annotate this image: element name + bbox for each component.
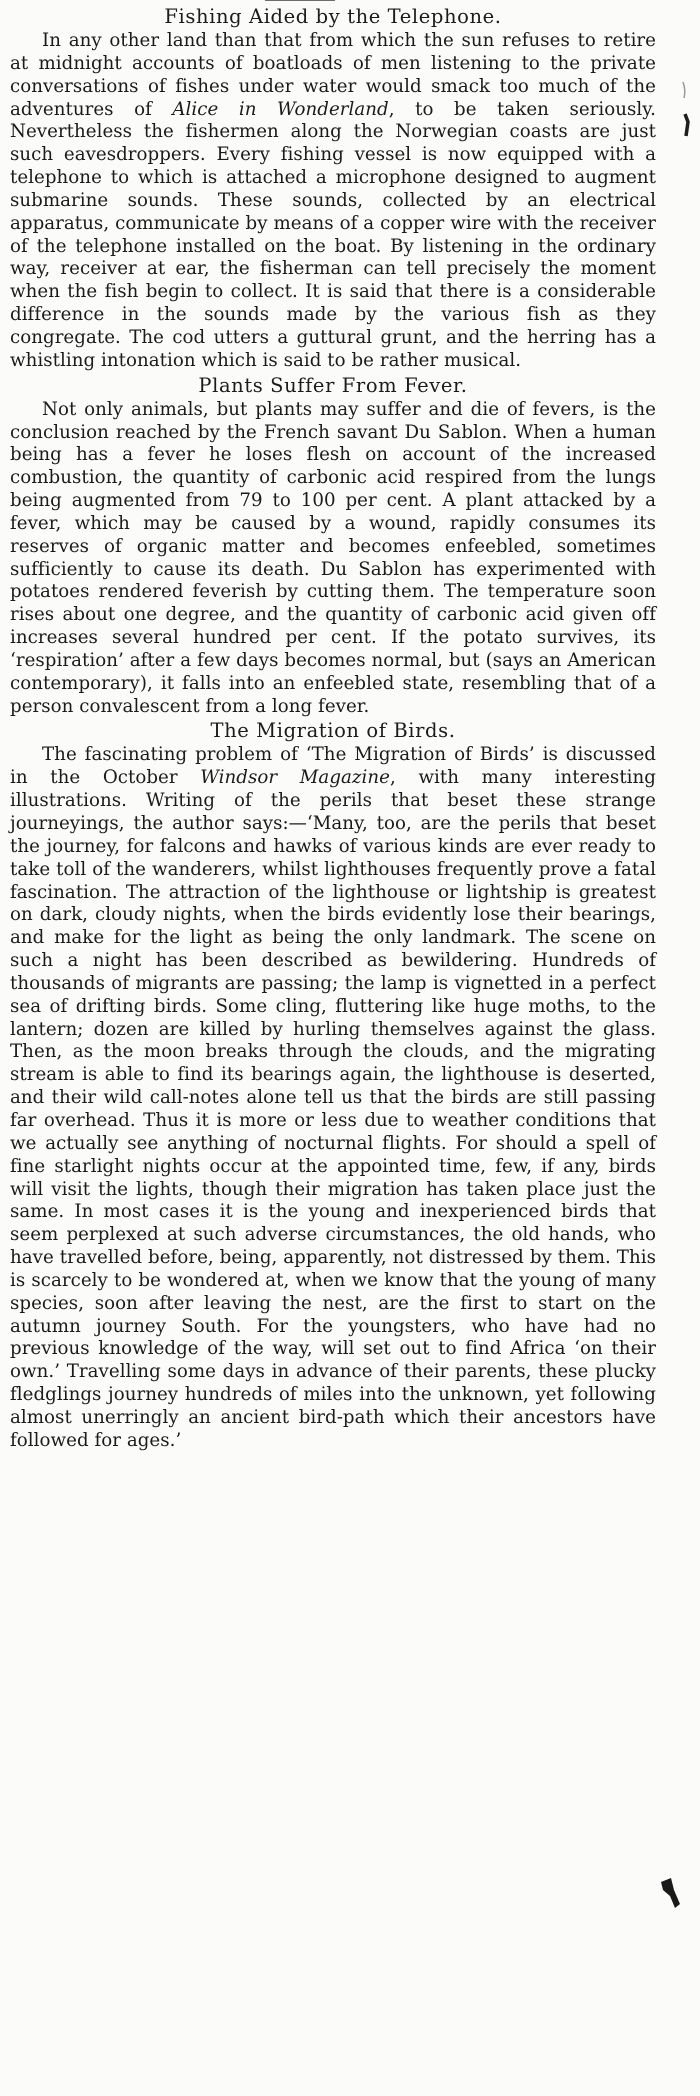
article-plants-fever bbox=[10, 373, 656, 719]
article-body bbox=[10, 744, 656, 1452]
margin-blemish-icon bbox=[658, 1874, 686, 1914]
article-column bbox=[10, 4, 656, 1453]
book-title: Alice in Wonderland bbox=[172, 98, 389, 120]
article-body bbox=[10, 30, 656, 373]
margin-blemish-icon bbox=[677, 78, 693, 140]
article-text: In any other land than that from which the sun refuses to retire at midnight accounts of boatloads of men listening to the private conversations of fishes under water would smack too much of the adventures of bbox=[10, 30, 656, 120]
article-text: , with many interesting illustrations. Writing of the perils that beset these strange journeyings, the author says:—‘Many, too, are the perils that beset the journey, for falcons and hawks of various kinds are ever ready to take toll of the wanderers, whilst lighthouses frequently prove a fatal fascination. The attraction of the lighthouse or lightship is greatest on dark, cloudy nights, when the birds evidently lose their bearings, and make for the light as being the only landmark. The scene on such a night has been described as bewildering. Hundreds of thousands of migrants are passing; the lamp is vignetted in a perfect sea of drifting birds. Some cling, fluttering like huge moths, to the lantern; dozen are killed by hurling themselves against the glass. Then, as the moon breaks through the clouds, and the migrating stream is able to find its bearings again, the lighthouse is deserted, and their wild call-notes alone tell us that the birds are still passing far overhead. Thus it is more or less due to weather conditions that we actually see anything of nocturnal flights. For should a spell of fine starlight nights occur at the appointed time, few, if any, birds will visit the lights, though their migration has taken place just the same. In most cases it is the young and inexperienced birds that seem perplexed at such adverse circumstances, the old hands, who have travelled before, being, apparently, not distressed by them. This is scarcely to be wondered at, when we know that the young of many species, soon after leaving the nest, are the first to start on the autumn journey South. For the youngsters, who have had no previous knowledge of the way, will set out to find Africa ‘on their own.’ Travelling some days in advance of their parents, these plucky fledglings journey hundreds of miles into the unknown, yet following almost unerringly an ancient bird-path which their ancestors have followed for ages.’ bbox=[10, 767, 656, 1451]
article-body: Not only animals, but plants may suffer and die of fevers, is the conclusion reached by the French savant Du Sablon. When a human being has a fever he loses flesh on account of the increased combustion, the quantity of carbonic acid respired from the lungs being augmented from 79 to 100 per cent. A plant attacked by a fever, which may be caused by a wound, rapidly consumes its reserves of organic matter and becomes enfeebled, sometimes sufficiently to cause its death. Du Sablon has experimented with potatoes rendered feverish by cutting them. The temperature soon rises about one degree, and the quantity of carbonic acid given off increases several hundred per cent. If the potato survives, its ‘respiration’ after a few days becomes normal, but (says an American contemporary), it falls into an enfeebled state, resembling that of a person convalescent from a long fever. bbox=[10, 398, 656, 717]
article-migration-birds bbox=[10, 718, 656, 1452]
article-heading: The Migration of Birds. bbox=[210, 719, 456, 743]
article-heading: Fishing Aided by the Telephone. bbox=[164, 5, 502, 28]
article-text: , to be taken seriously. Nevertheless the fishermen along the Norwegian coasts are just such eavesdroppers. Every fishing vessel is now equipped with a telephone to which is attached a microphone designed to augment submarine sounds. These sounds, collected by an electrical apparatus, communicate by means of a copper wire with the receiver of the telephone installed on the boat. By listening in the ordinary way, receiver at ear, the fisherman can tell precisely the moment when the fish begin to collect. It is said that there is a considerable difference in the sounds made by the various fish as they congregate. The cod utters a guttural grunt, and the herring has a whistling intonation which is said to be rather musical. bbox=[10, 98, 657, 371]
top-rule bbox=[265, 0, 335, 1]
article-fishing-telephone bbox=[10, 4, 656, 373]
article-text: The fascinating problem of ‘The Migration of Birds’ is discussed in the October bbox=[10, 744, 656, 789]
magazine-title: Windsor Magazine bbox=[200, 767, 390, 789]
article-heading: Plants Suffer From Fever. bbox=[198, 373, 468, 397]
